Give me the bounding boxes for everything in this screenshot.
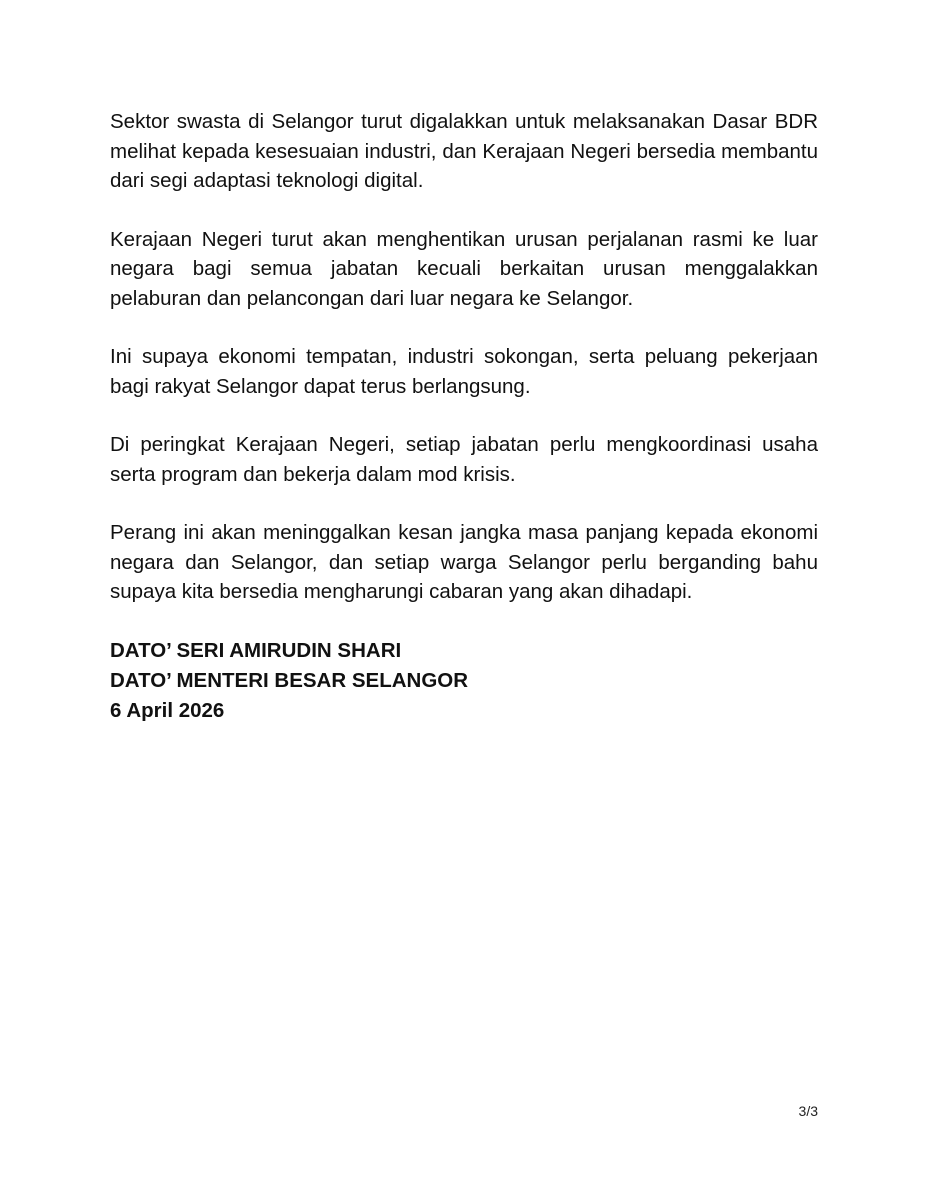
signature-block bbox=[110, 636, 818, 726]
signatory-name: DATO’ SERI AMIRUDIN SHARI bbox=[110, 638, 402, 662]
paragraph-official-travel: Kerajaan Negeri turut akan menghentikan urusan perjalanan rasmi ke luar negara bagi semua jabatan kecuali berkaitan urusan menggalakkan pelaburan dan pelancongan dari luar negara ke Selangor. bbox=[110, 227, 818, 310]
paragraph-state-departments: Di peringkat Kerajaan Negeri, setiap jabatan perlu mengkoordinasi usaha serta program dan bekerja dalam mod krisis. bbox=[110, 433, 818, 486]
signatory-title: DATO’ MENTERI BESAR SELANGOR bbox=[110, 668, 469, 692]
paragraph-war-impact: Perang ini akan meninggalkan kesan jangka masa panjang kepada ekonomi negara dan Selangor, dan setiap warga Selangor perlu berganding bahu supaya kita bersedia mengharungi cabaran yang akan dihadapi. bbox=[110, 521, 818, 603]
paragraph-private-sector: Sektor swasta di Selangor turut digalakkan untuk melaksanakan Dasar BDR melihat kepada kesesuaian industri, dan Kerajaan Negeri bersedia membantu dari segi adaptasi teknologi digital. bbox=[110, 110, 818, 192]
paragraph-local-economy: Ini supaya ekonomi tempatan, industri sokongan, serta peluang pekerjaan bagi rakyat Selangor dapat terus berlangsung. bbox=[110, 345, 818, 398]
document-body bbox=[110, 107, 818, 726]
signature-date: 6 April 2026 bbox=[110, 698, 225, 722]
page-number: 3/3 bbox=[798, 1103, 818, 1119]
